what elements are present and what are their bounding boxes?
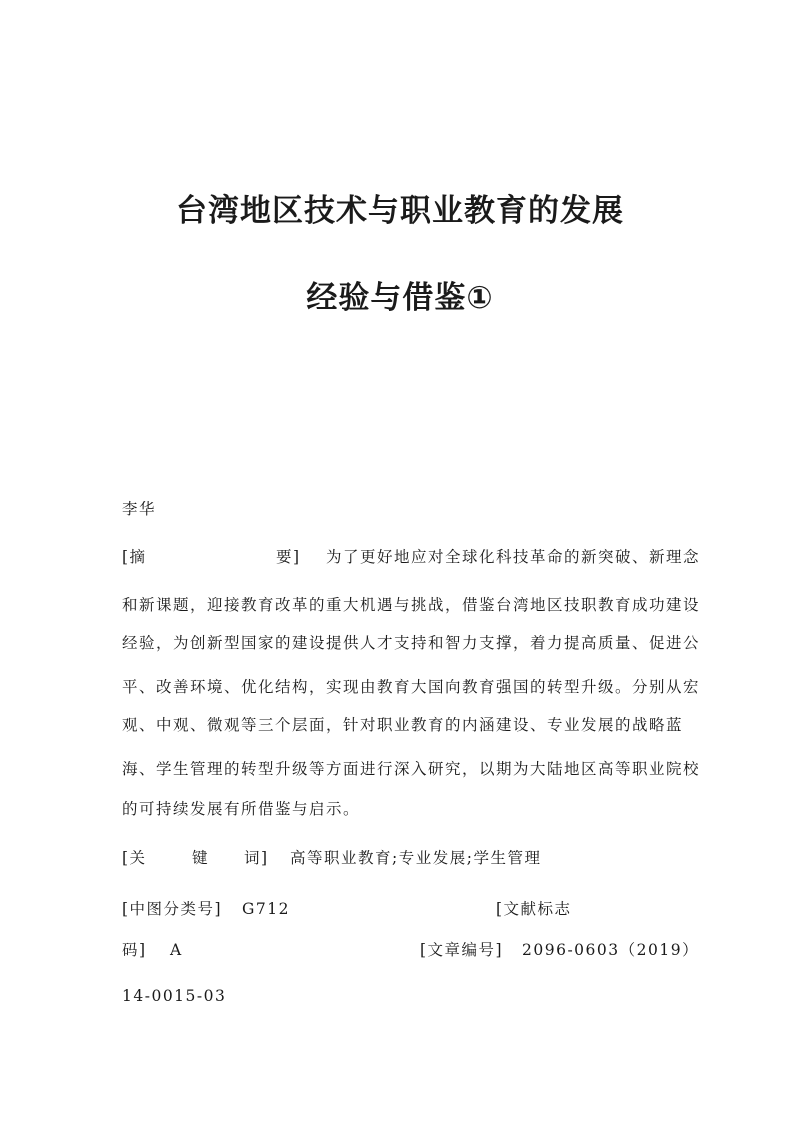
author-name: 李华 bbox=[122, 500, 157, 518]
article-number-value-cont: 14-0015-03 bbox=[122, 987, 227, 1005]
abstract-line: 经验，为创新型国家的建设提供人才支持和智力支撑，着力提高质量、促进公 bbox=[122, 634, 701, 652]
abstract-label-close: 要] bbox=[276, 548, 301, 566]
document-mark-label: [文献标志 bbox=[496, 900, 572, 918]
abstract-line: 的可持续发展有所借鉴与启示。 bbox=[122, 800, 361, 818]
abstract-line: 海、学生管理的转型升级等方面进行深入研究，以期为大陆地区高等职业院校 bbox=[122, 760, 701, 778]
keywords-label-part: [关 bbox=[122, 849, 147, 867]
abstract-line: 观、中观、微观等三个层面，针对职业教育的内涵建设、专业发展的战略蓝 bbox=[122, 716, 684, 734]
abstract-line: 为了更好地应对全球化科技革命的新突破、新理念 bbox=[326, 548, 701, 566]
article-number-value: 2096-0603（2019） bbox=[522, 941, 700, 959]
page-subtitle: 经验与借鉴① bbox=[306, 280, 494, 316]
page-title: 台湾地区技术与职业教育的发展 bbox=[176, 193, 624, 229]
keywords-label-part: 键 bbox=[192, 849, 210, 867]
abstract-line: 平、改善环境、优化结构，实现由教育大国向教育强国的转型升级。分别从宏 bbox=[122, 678, 701, 696]
document-mark-label-cont: 码] bbox=[122, 941, 147, 959]
keywords-label-part: 词] bbox=[244, 849, 269, 867]
classification-label: [中图分类号] bbox=[122, 900, 223, 918]
abstract-line: 和新课题，迎接教育改革的重大机遇与挑战，借鉴台湾地区技职教育成功建设 bbox=[122, 596, 701, 614]
classification-value: G712 bbox=[242, 900, 290, 918]
abstract-label-open: [摘 bbox=[122, 548, 147, 566]
article-number-label: [文章编号] bbox=[420, 941, 504, 959]
document-mark-value: A bbox=[170, 941, 183, 959]
keywords-value: 高等职业教育;专业发展;学生管理 bbox=[290, 849, 542, 867]
